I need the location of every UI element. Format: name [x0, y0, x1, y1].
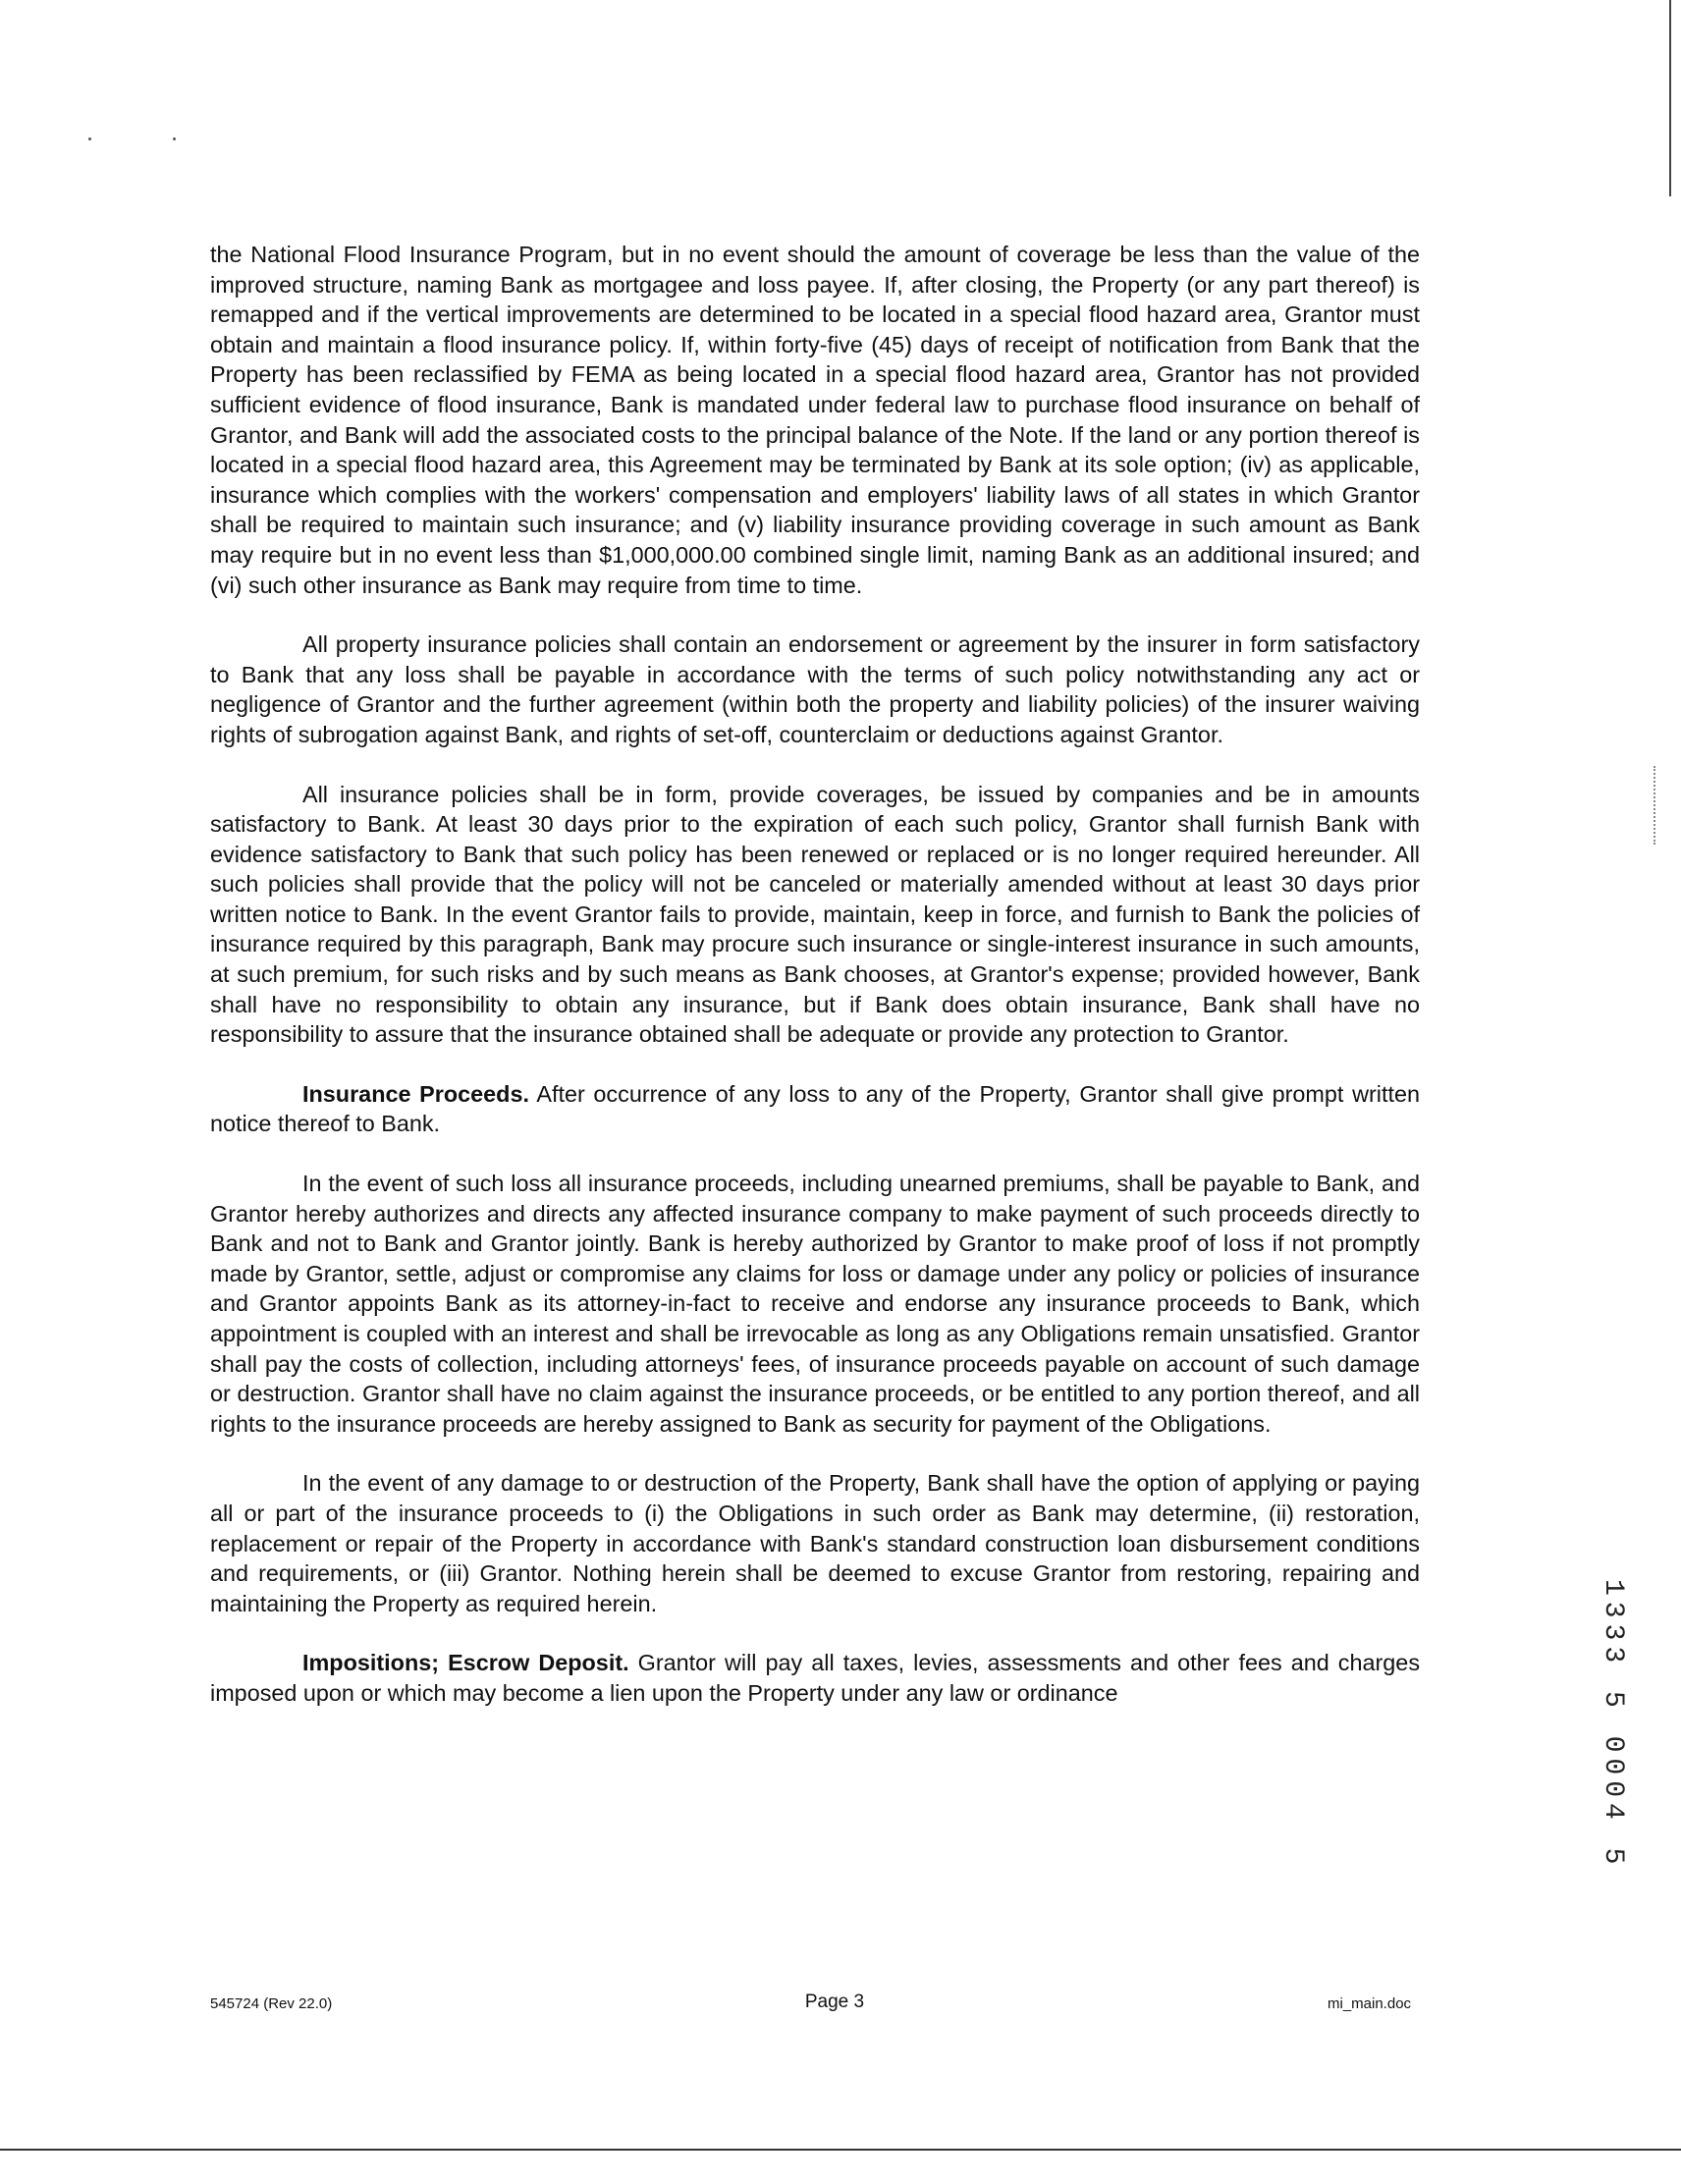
scan-artifact-dot	[88, 137, 91, 140]
impositions-text: Grantor will pay all taxes, levies, assessments and other fees and charges imposed upon or which may become a lien upon the Property under any law or ordinance	[210, 1650, 1421, 1706]
side-stamp-number: 1333 5 0004 5	[1598, 1579, 1628, 1871]
insurance-proceeds-text: After occurrence of any loss to any of the Property, Grantor shall give prompt written notice thereof to Bank.	[210, 1080, 1420, 1137]
paragraph-flood-insurance: the National Flood Insurance Program, but in no event should the amount of coverage be less than the value of the improved structure, naming Bank as mortgagee and loss payee. If, after closing, the Property (or any part thereof) is remapped and if the vertical improvements are determined to be located in a special flood hazard area, Grantor must obtain and maintain a flood insurance policy. If, within forty-five (45) days of receipt of notification from Bank that the Property has been reclassified by FEMA as being located in a special flood hazard area, Grantor has not provided sufficient evidence of flood insurance, Bank is mandated under federal law to purchase flood insurance on behalf of Grantor, and Bank will add the associated costs to the principal balance of the Note. If the land or any portion thereof is located in a special flood hazard area, this Agreement may be terminated by Bank at its sole option; (iv) as applicable, insurance which complies with the workers' compensation and employers' liability laws of all states in which Grantor shall be required to maintain such insurance; and (v) liability insurance providing coverage in such amount as Bank may require but in no event less than $1,000,000.00 combined single limit, naming Bank as an additional insured; and (vi) such other insurance as Bank may require from time to time.	[210, 242, 1420, 598]
paragraph-damage-option: In the event of any damage to or destruction of the Property, Bank shall have the option of applying or paying all or part of the insurance proceeds to (i) the Obligations in such order as Bank may determine, (ii) restoration, replacement or repair of the Property in accordance with Bank's standard construction loan disbursement conditions and requirements, or (iii) Grantor. Nothing herein shall be deemed to excuse Grantor from restoring, repairing and maintaining the Property as required herein.	[210, 1470, 1420, 1616]
document-body	[210, 240, 1420, 1738]
heading-impositions: Impositions; Escrow Deposit.	[302, 1650, 629, 1676]
paragraph-impositions	[210, 1648, 1420, 1708]
scan-artifact-dot	[173, 137, 176, 140]
bottom-rule	[0, 2149, 1681, 2151]
heading-insurance-proceeds: Insurance Proceeds.	[302, 1080, 529, 1107]
scan-edge-line	[1669, 0, 1671, 196]
scan-edge-dots	[1654, 766, 1657, 845]
paragraph-loss-proceeds: In the event of such loss all insurance proceeds, including unearned premiums, shall be payable to Bank, and Grantor hereby authorizes and directs any affected insurance company to make payment of such proceeds directly to Bank and not to Bank and Grantor jointly. Bank is hereby authorized by Grantor to make proof of loss if not promptly made by Grantor, settle, adjust or compromise any claims for loss or damage under any policy or policies of insurance and Grantor appoints Bank as its attorney-in-fact to receive and endorse any insurance proceeds to Bank, which appointment is coupled with an interest and shall be irrevocable as long as any Obligations remain unsatisfied. Grantor shall pay the costs of collection, including attorneys' fees, of insurance proceeds payable on account of such damage or destruction. Grantor shall have no claim against the insurance proceeds, or be entitled to any portion thereof, and all rights to the insurance proceeds are hereby assigned to Bank as security for payment of the Obligations.	[210, 1171, 1420, 1437]
side-stamp	[1598, 1579, 1628, 1871]
footer-page-number: Page 3	[804, 1992, 865, 2012]
footer-form-number: 545724 (Rev 22.0)	[210, 1995, 333, 2012]
paragraph-insurance-policies: All insurance policies shall be in form, provide coverages, be issued by companies and be in amounts satisfactory to Bank. At least 30 days prior to the expiration of each such policy, Grantor shall furnish Bank with evidence satisfactory to Bank that such policy has been renewed or replaced or is no longer required hereunder. All such policies shall provide that the policy will not be canceled or materially amended without at least 30 days prior written notice to Bank. In the event Grantor fails to provide, maintain, keep in force, and furnish to Bank the policies of insurance required by this paragraph, Bank may procure such insurance or single-interest insurance in such amounts, at such premium, for such risks and by such means as Bank chooses, at Grantor's expense; provided however, Bank shall have no responsibility to obtain any insurance, but if Bank does obtain insurance, Bank shall have no responsibility to assure that the insurance obtained shall be adequate or provide any protection to Grantor.	[210, 781, 1420, 1048]
paragraph-property-insurance: All property insurance policies shall contain an endorsement or agreement by the insurer in form satisfactory to Bank that any loss shall be payable in accordance with the terms of such policy notwithstanding any act or negligence of Grantor and the further agreement (within both the property and liability policies) of the insurer waiving rights of subrogation against Bank, and rights of set-off, counterclaim or deductions against Grantor.	[210, 631, 1420, 747]
paragraph-insurance-proceeds	[210, 1079, 1420, 1139]
footer-filename: mi_main.doc	[1328, 1995, 1412, 2012]
